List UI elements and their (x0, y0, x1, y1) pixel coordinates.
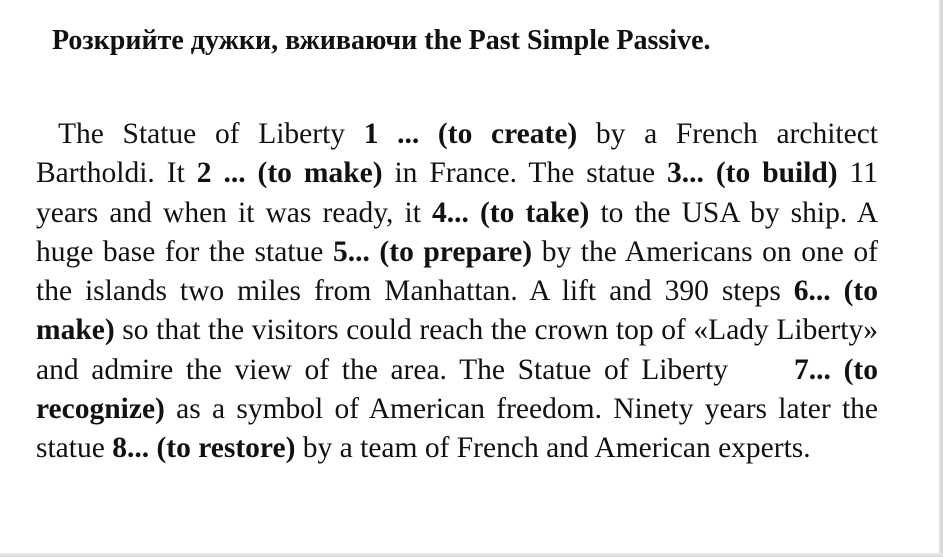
gap-2-verb: 2 ... (to make) (196, 157, 383, 190)
text-segment-3: in France. The statue (382, 157, 668, 190)
text-segment-5: to the USA by ship. A huge base for the statue (36, 196, 878, 268)
text-segment-4: 11 years and when it was ready, it (36, 157, 878, 229)
gap-1-verb: 1 ... (to create) (363, 118, 578, 150)
text-segment-9: by a team of French and American experts. (295, 432, 811, 465)
gap-4-verb: 4... (to take) (432, 196, 590, 229)
gap-3-verb: 3... (to build) (667, 157, 838, 190)
exercise-instruction: Розкрийте дужки, вживаючи the Past Simple Passive. (52, 25, 711, 56)
text-segment-2: by a French architect Bartholdi. It (36, 118, 878, 190)
gap-8-verb: 8... (to restore) (112, 432, 296, 465)
text-segment-8: as a symbol of American freedom. Ninety years later the statue (36, 393, 878, 465)
page-edge-shadow (939, 0, 943, 557)
page-bottom-shadow (0, 553, 943, 557)
gap-6-verb: 6... (to make) (36, 275, 878, 347)
exercise-text (36, 115, 878, 469)
text-segment-7: so that the visitors could reach the crown top of «Lady Liberty» and admire the view of the area. The Statue of Liberty (36, 314, 878, 386)
text-segment-6: by the Americans on one of the islands two miles from Manhattan. A lift and 390 steps (36, 235, 878, 308)
text-segment-1: The Statue of Liberty (58, 118, 364, 150)
gap-7-verb: 7... (to recognize) (36, 353, 878, 426)
gap-5-verb: 5... (to prepare) (332, 235, 533, 268)
